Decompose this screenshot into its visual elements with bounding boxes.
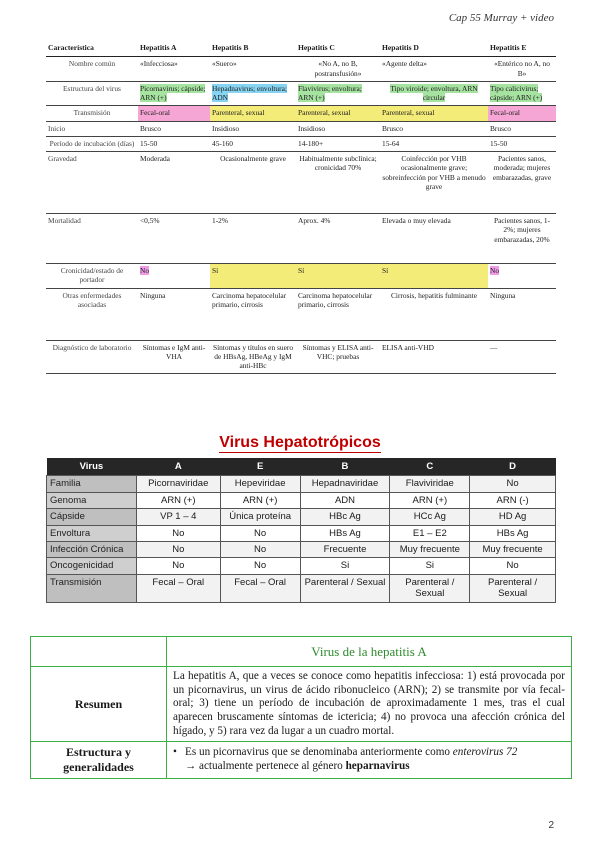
table-cell: No — [220, 541, 300, 557]
row-label: Mortalidad — [46, 214, 138, 264]
row-label: Infección Crónica — [47, 541, 137, 557]
table-row — [47, 476, 556, 492]
row-label: Nombre común — [46, 57, 138, 82]
bullet-list — [173, 746, 565, 773]
table-cell: Sí — [380, 264, 488, 289]
table-cell: ELISA anti-VHD — [380, 340, 488, 374]
column-header: D — [470, 458, 556, 476]
row-label: Cronicidad/estado de portador — [46, 264, 138, 289]
empty-cell — [31, 637, 167, 667]
table-cell: 15-50 — [138, 136, 210, 151]
column-header: Hepatitis E — [488, 40, 556, 57]
hepatitis-comparison-table — [46, 40, 556, 374]
table-cell: Brusco — [138, 121, 210, 136]
table-cell: 14-180+ — [296, 136, 380, 151]
table-row — [46, 340, 556, 374]
table-row — [46, 121, 556, 136]
table-cell: Flaviviridae — [390, 476, 470, 492]
hepatitis-a-summary-table — [30, 636, 572, 779]
table-cell: Parenteral, sexual — [296, 106, 380, 121]
table-cell: Pacientes sanos, 1-2%; mujeres embarazadas, 20% — [488, 214, 556, 264]
row-label: Inicio — [46, 121, 138, 136]
list-item — [173, 746, 565, 773]
table-cell: Cirrosis, hepatitis fulminante — [380, 288, 488, 340]
row-label: Gravedad — [46, 152, 138, 214]
table-cell: «Infecciosa» — [138, 57, 210, 82]
table-cell: No — [136, 525, 220, 541]
table-row — [46, 264, 556, 289]
table-cell: 45-160 — [210, 136, 296, 151]
table-row — [31, 637, 572, 667]
column-header: B — [300, 458, 390, 476]
table-cell: Muy frecuente — [470, 541, 556, 557]
row-label: Familia — [47, 476, 137, 492]
resumen-label: Resumen — [31, 667, 167, 742]
table-cell: «Suero» — [210, 57, 296, 82]
highlighted-text: Flavivirus; envoltura; ARN (+) — [298, 83, 362, 103]
table-cell: Hepeviridae — [220, 476, 300, 492]
table-cell: Coinfección por VHB ocasionalmente grave; sobreinfección por VHB a menudo grave — [380, 152, 488, 214]
column-header: Hepatitis D — [380, 40, 488, 57]
table-row — [46, 288, 556, 340]
table-cell: Sí — [296, 264, 380, 289]
row-label: Oncogenicidad — [47, 558, 137, 574]
highlighted-text: Hepadnavirus; envoltura; ADN — [212, 83, 287, 103]
table-row — [46, 81, 556, 106]
table-cell: Única proteína — [220, 509, 300, 525]
table-cell — [210, 81, 296, 106]
table-cell: Brusco — [380, 121, 488, 136]
estructura-bold: heparnavirus — [345, 759, 410, 772]
table-cell: Fecal – Oral — [220, 574, 300, 602]
table-cell: No — [470, 558, 556, 574]
table-cell: HD Ag — [470, 509, 556, 525]
table-cell — [488, 264, 556, 289]
estructura-text: Es un picornavirus que se denominaba anteriormente como — [185, 746, 453, 759]
table-cell: E1 – E2 — [390, 525, 470, 541]
table-row — [46, 152, 556, 214]
table-cell: — — [488, 340, 556, 374]
column-header: Hepatitis B — [210, 40, 296, 57]
table-row — [31, 742, 572, 778]
table-row — [47, 558, 556, 574]
table-cell: No — [220, 558, 300, 574]
table-cell: Ninguna — [138, 288, 210, 340]
table-cell: HCc Ag — [390, 509, 470, 525]
table-header-row — [46, 40, 556, 57]
table-header-row — [47, 458, 556, 476]
row-label: Genoma — [47, 492, 137, 508]
row-label: Diagnóstico de laboratorio — [46, 340, 138, 374]
table-cell: Aprox. 4% — [296, 214, 380, 264]
table-row — [46, 214, 556, 264]
estructura-text-2: → actualmente pertenece al género — [185, 759, 346, 772]
column-header: Hepatitis C — [296, 40, 380, 57]
column-header: Virus — [47, 458, 137, 476]
table-row — [47, 492, 556, 508]
table-cell: Habitualmente subclínica; cronicidad 70% — [296, 152, 380, 214]
column-header: E — [220, 458, 300, 476]
row-label: Transmisión — [47, 574, 137, 602]
header-note: Cap 55 Murray + video — [448, 12, 554, 24]
table-row — [47, 541, 556, 557]
table-cell: Si — [300, 558, 390, 574]
table-cell: 15-50 — [488, 136, 556, 151]
highlighted-text: Tipo viroide; envoltura, ARN circular — [390, 83, 478, 103]
table-cell: HBs Ag — [470, 525, 556, 541]
page-number: 2 — [548, 820, 554, 831]
table-cell: Insidioso — [296, 121, 380, 136]
row-label: Estructura del virus — [46, 81, 138, 106]
table-cell: ARN (+) — [390, 492, 470, 508]
table-cell: Picornaviridae — [136, 476, 220, 492]
table-cell: «No A, no B, postransfusión» — [296, 57, 380, 82]
table-cell: 15-64 — [380, 136, 488, 151]
table-cell — [380, 81, 488, 106]
table-cell: Fecal-oral — [138, 106, 210, 121]
table-cell: Brusco — [488, 121, 556, 136]
table-cell: Parenteral, sexual — [380, 106, 488, 121]
resumen-text: La hepatitis A, que a veces se conoce como hepatitis infecciosa: 1) está provocada por un picornavirus, un virus de ácido ribonucleico (ARN); 2) se transmite por vía fecal-oral; 3) tiene un período de incubación de aproximadamente 1 mes, tras el cual aparecen bruscamente síntomas de ictericia; 4) no provoca una afección crónica del hígado, y 5) rara vez da lugar a un cuadro mortal. — [167, 667, 572, 742]
table-cell: No — [136, 558, 220, 574]
estructura-label: Estructura y generalidades — [31, 742, 167, 778]
table-cell: ARN (+) — [136, 492, 220, 508]
estructura-content — [167, 742, 572, 778]
table-row — [46, 136, 556, 151]
table-cell: «Agente delta» — [380, 57, 488, 82]
table-cell: ARN (+) — [220, 492, 300, 508]
table-row — [47, 574, 556, 602]
column-header: C — [390, 458, 470, 476]
table-cell: No — [220, 525, 300, 541]
summary-heading: Virus de la hepatitis A — [167, 637, 572, 667]
table-row — [47, 509, 556, 525]
table-cell — [138, 81, 210, 106]
highlighted-text: No — [140, 266, 150, 276]
row-label: Otras enfermedades asociadas — [46, 288, 138, 340]
table-cell: HBs Ag — [300, 525, 390, 541]
table-cell: Síntomas e IgM anti-VHA — [138, 340, 210, 374]
table-cell: Ocasionalmente grave — [210, 152, 296, 214]
section-title-text: Virus Hepatotrópicos — [219, 434, 381, 451]
table-cell — [296, 81, 380, 106]
table-cell: «Entérico no A, no B» — [488, 57, 556, 82]
table-cell: No — [136, 541, 220, 557]
table-cell: ARN (-) — [470, 492, 556, 508]
table-cell: Síntomas y ELISA anti-VHC; pruebas — [296, 340, 380, 374]
hepatotropic-virus-table — [46, 458, 556, 603]
highlighted-text: Picornavirus; cápside; ARN (+) — [140, 83, 206, 103]
table-cell: Síntomas y títulos en suero de HBsAg, HBeAg y IgM anti-HBc — [210, 340, 296, 374]
table-cell: Frecuente — [300, 541, 390, 557]
column-header: A — [136, 458, 220, 476]
table-cell — [488, 81, 556, 106]
table-cell: ADN — [300, 492, 390, 508]
table-cell: Fecal – Oral — [136, 574, 220, 602]
estructura-italic: enterovirus 72 — [452, 746, 518, 759]
table-cell: Parenteral / Sexual — [300, 574, 390, 602]
table-cell: Pacientes sanos, moderada; mujeres embarazadas, grave — [488, 152, 556, 214]
table-cell — [138, 264, 210, 289]
column-header: Característica — [46, 40, 138, 57]
table-cell: Parenteral, sexual — [210, 106, 296, 121]
row-label: Envoltura — [47, 525, 137, 541]
table-row — [47, 525, 556, 541]
row-label: Transmisión — [46, 106, 138, 121]
column-header: Hepatitis A — [138, 40, 210, 57]
table-row — [46, 57, 556, 82]
table-row — [31, 667, 572, 742]
table-cell: HBc Ag — [300, 509, 390, 525]
table-cell: Moderada — [138, 152, 210, 214]
table-cell: Parenteral / Sexual — [390, 574, 470, 602]
table-row — [46, 106, 556, 121]
section-title — [0, 434, 600, 452]
table-cell: Muy frecuente — [390, 541, 470, 557]
table-cell: Parenteral / Sexual — [470, 574, 556, 602]
table-cell: No — [470, 476, 556, 492]
table-cell: Carcinoma hepatocelular primario, cirrosis — [210, 288, 296, 340]
row-label: Cápside — [47, 509, 137, 525]
table-cell: Si — [390, 558, 470, 574]
table-cell: Ninguna — [488, 288, 556, 340]
table-cell: Sí — [210, 264, 296, 289]
table-cell: Elevada o muy elevada — [380, 214, 488, 264]
table-cell: Carcinoma hepatocelular primario, cirrosis — [296, 288, 380, 340]
highlighted-text: Tipo calicivirus; cápside; ARN (+) — [490, 83, 543, 103]
table-cell: Hepadnaviridae — [300, 476, 390, 492]
table-cell: Fecal-oral — [488, 106, 556, 121]
table-cell: Insidioso — [210, 121, 296, 136]
highlighted-text: No — [490, 266, 500, 276]
table-cell: <0,5% — [138, 214, 210, 264]
row-label: Período de incubación (días) — [46, 136, 138, 151]
table-cell: VP 1 – 4 — [136, 509, 220, 525]
table-cell: 1-2% — [210, 214, 296, 264]
